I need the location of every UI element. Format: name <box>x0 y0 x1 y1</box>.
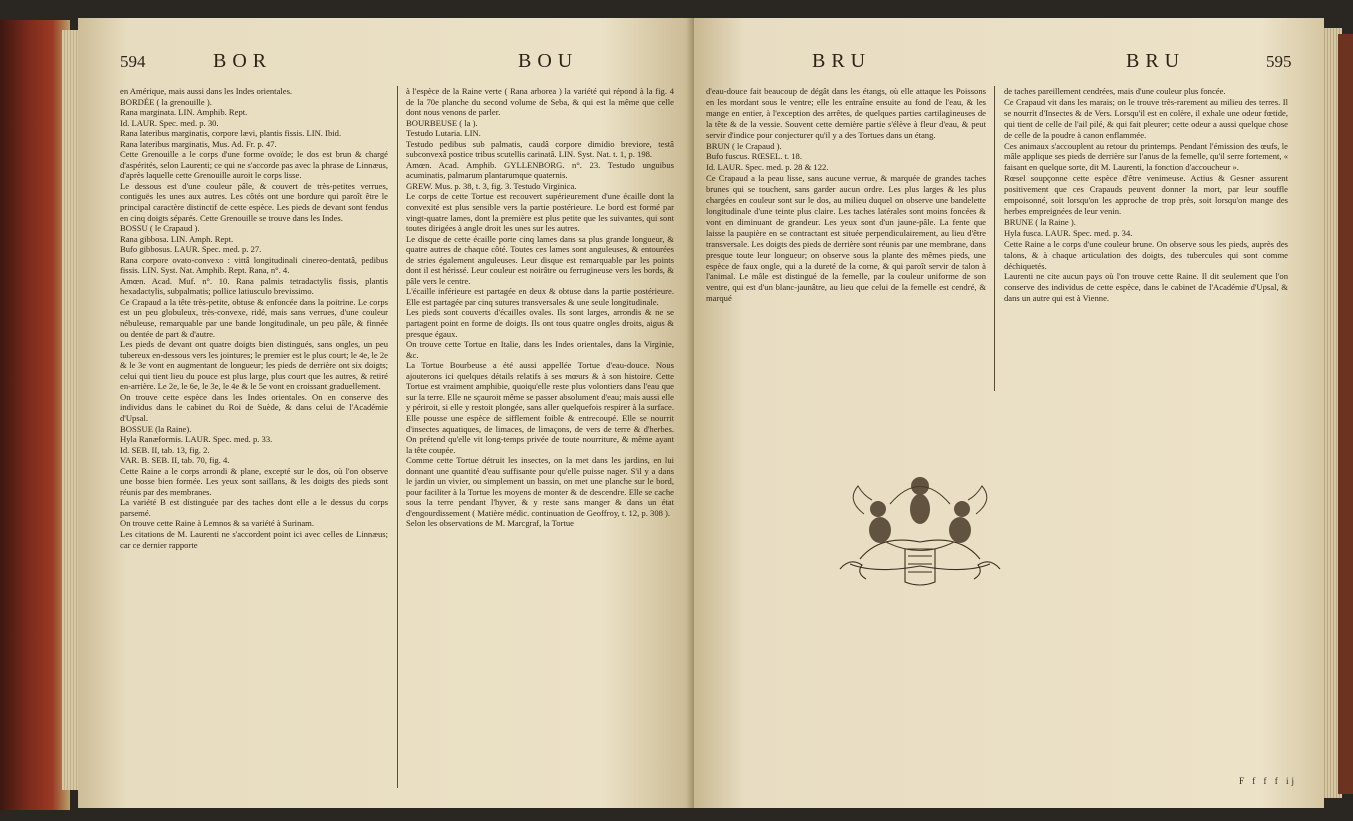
running-head-right: BRU <box>1126 50 1186 72</box>
left-page-column-1 <box>120 86 388 550</box>
column-divider <box>397 86 398 788</box>
text-paragraph: Id. LAUR. Spec. med. p. 30. <box>120 117 219 128</box>
text-paragraph: Rana lateribus marginatis, Mus. Ad. Fr. p. 47. <box>120 138 277 149</box>
text-paragraph: Amœn. Acad. Amphib. GYLLENBORG. n°. 23. Testudo unguibus acuminatis, palmarum plantarumque quaternis. <box>406 159 674 181</box>
text-paragraph: Comme cette Tortue détruit les insectes, on la met dans les jardins, en lui donnant une quantité d'eau suffisante pour qu'elle puisse nager. S'il y a dans le jardin un vivier, ou simplement un bassin, on met une planche sur le bord, pour faciliter à la Tortue les moyens de monter & de descendre. Elle se cache sous la terre pendant l'hyver, & y reste sans manger & dans un état d'engourdissement ( Matière médic. continuation de Geoffroy, t. 12, p. 308 ). <box>406 455 674 518</box>
running-head-left: BOR <box>213 50 273 72</box>
text-paragraph: On trouve cette espèce dans les Indes orientales. On en conserve des individus dans le cabinet du Roi de Suède, & dans celui de l'Académie d'Upsal. <box>120 391 388 423</box>
text-paragraph: Hyla Ranæformis. LAUR. Spec. med. p. 33. <box>120 434 273 445</box>
page-number-left: 594 <box>120 52 146 71</box>
text-paragraph: BRUN ( le Crapaud ). <box>706 140 782 151</box>
text-paragraph: Les pieds sont couverts d'écailles ovales. Ils sont larges, arrondis & ne se partagent point en forme de doigts. Ils ont tous quatre ongles droits, aigus & presque égaux. <box>406 307 674 339</box>
text-paragraph: Rœsel soupçonne cette espèce d'être venimeuse. Actius & Gesner assurent positivement que ces Crapauds peuvent donner la mort, par leur souffle empoisonné, soit lorsqu'on les approche de trop près, soit lorsqu'on mange des herbes empreignées de leur venin. <box>1004 173 1288 216</box>
text-paragraph: Id. LAUR. Spec. med. p. 28 & 122. <box>706 162 829 173</box>
text-paragraph: Les pieds de devant ont quatre doigts bien distingués, sans ongles, un peu tubereux en-dessous vers les jointures; le premier est le plus court; le 4e, le 2e & le 3e vont en augmentant de longueur; les pieds de derrière ont six doigts; celui qui tient lieu du pouce est plus large, plus court que les autres, & retiré en-arrière. Le 2e, le 6e, le 3e, le 4e & le 5e vont en croissant graduellement. <box>120 339 388 392</box>
text-paragraph: Le disque de cette écaille porte cinq lames dans sa plus grande longueur, & quatre autres de chaque côté. Toutes ces lames sont anguleuses, & entourées de stries également anguleuses. Leur disque est remarquable par les points dont il est hérissé. Leur couleur est noirâtre ou ferrugineuse vers les bords, & pâle vers le centre. <box>406 233 674 286</box>
text-paragraph: BORDÉE ( la grenouille ). <box>120 96 212 107</box>
text-paragraph: en Amérique, mais aussi dans les Indes orientales. <box>120 86 293 96</box>
text-paragraph: Ce Crapaud a la peau lisse, sans aucune verrue, & marquée de grandes taches brunes qui se touchent, sans garder aucun ordre. Les plus larges & les plus chargées en couleur sont sur le dos, au milieu duquel on observe une bandelette longitudinale d'une teinte plus claire. Les taches latérales sont moins foncées & vont en diminuant de grandeur. Les yeux sont d'un jaune-pâle. La fente que laisse la paupière en se contractant est située perpendiculairement, au lieu d'être transversale. Les doigts des pieds de derrière sont réunis par une membrane, dans presque toute leur longueur; on observe sous la plante des mêmes pieds, une espèce de faux ongle, qui a la dureté de la corne, & qui paroît servir de talon à l'animal. Le mâle est distingué de la femelle, par la couleur uniforme de son ventre, qui est d'un blanc-jaunâtre, au lieu que celui de la femelle est cendré, & marqué <box>706 173 986 304</box>
text-paragraph: BOSSU ( le Crapaud ). <box>120 223 200 234</box>
text-paragraph: La variété B est distinguée par des taches dont elle a le dessus du corps parsemé. <box>120 497 388 518</box>
text-paragraph: Id. SEB. II, tab. 13, fig. 2. <box>120 444 210 455</box>
text-paragraph: Cette Grenouille a le corps d'une forme ovoïde; le dos est brun & chargé d'aspérités, selon Laurenti; ce qui ne s'accorde pas avec la phrase de Linnæus, d'après laquelle cette Grenouille auroit le corps lisse. <box>120 149 388 181</box>
text-paragraph: BRUNE ( la Raine ). <box>1004 216 1076 227</box>
text-paragraph: d'eau-douce fait beaucoup de dégât dans les étangs, où elle attaque les Poissons en les mordant sous le ventre; elle les entraîne ensuite au fond de l'eau, & les mange en entier, à l'exception des arrêtes, de quelques parties cartilagineuses de la tête & de la vessie. Souvent cette dernière partie s'élève à fleur d'eau, & peut servir d'indice pour conjecturer qu'il y a des Tortues dans un étang. <box>706 86 986 140</box>
text-paragraph: Hyla fusca. LAUR. Spec. med. p. 34. <box>1004 227 1133 238</box>
text-paragraph: La Tortue Bourbeuse a été aussi appellée Tortue d'eau-douce. Nous ajouterons ici quelques détails relatifs à ses mœurs & à son histoire. Cette Tortue est vraiment amphibie, quoiqu'elle reste plus volontiers dans l'eau que sur la terre. Elle ne sçauroit même se passer absolument d'eau; mais aussi elle y périroit, si elle y restoit plongée, sans aller quelquefois respirer à la surface. Elle pousse une espèce de sifflement foible & entrecoupé. Elle se nourrit d'insectes aquatiques, de limaces, de limaçons, de vers de terre & d'herbes. On prétend qu'elle vit long-temps privée de toute nourriture, & même ayant la tête coupée. <box>406 360 674 455</box>
text-paragraph: On trouve cette Raine à Lemnos & sa variété à Surinam. <box>120 518 315 529</box>
text-paragraph: Les citations de M. Laurenti ne s'accordent point ici avec celles de Linnæus; car ce dernier rapporte <box>120 528 388 550</box>
text-paragraph: VAR. B. SEB. II, tab. 70, fig. 4. <box>120 455 230 466</box>
text-paragraph: Cette Raine a le corps arrondi & plane, excepté sur le dos, où l'on observe une bosse bien formée. Les yeux sont saillans, & les doigts des pieds sont réunis par des membranes. <box>120 465 388 497</box>
text-paragraph: Testudo pedibus sub palmatis, caudâ corpore dimidio breviore, testâ subconvexâ postice tribus scutellis carinatâ. LIN. Syst. Nat. t. 1, p. 198. <box>406 138 674 160</box>
text-paragraph: Rana gibbosa. LIN. Amph. Rept. <box>120 233 234 244</box>
right-page-column-2 <box>1004 86 1288 304</box>
text-paragraph: BOURBEUSE ( la ). <box>406 117 478 128</box>
text-paragraph: On trouve cette Tortue en Italie, dans les Indes orientales, dans la Virginie, &c. <box>406 339 674 360</box>
signature-mark: F f f f ij <box>1239 776 1297 786</box>
left-page-column-2 <box>406 86 674 529</box>
right-page <box>694 18 1324 808</box>
text-paragraph: Selon les observations de M. Marcgraf, la Tortue <box>406 518 574 529</box>
text-paragraph: BOSSUE (la Raine). <box>120 423 192 434</box>
text-paragraph: Laurenti ne cite aucun pays où l'on trouve cette Raine. Il dit seulement que l'on conserve des individus de cette espèce, dans le cabinet de l'Académie d'Upsal, & dans un autre qui est à Vienne. <box>1004 271 1288 304</box>
text-paragraph: Ce Crapaud vit dans les marais; on le trouve très-rarement au milieu des terres. Il se nourrit d'Insectes & de Vers. Lorsqu'il est en colère, il exhale une odeur fœtide, qui tient de celle de l'ail pilé, & qui fait pleurer; cette odeur a aussi quelque chose de celle de la poudre à canon enflammée. <box>1004 96 1288 140</box>
text-paragraph: Ces animaux s'accouplent au retour du printemps. Pendant l'émission des œufs, le mâle applique ses pieds de derrière sur l'anus de la femelle, qu'il serre fortement, « faisant en quelque sorte, dit M. Laurenti, la fonction d'accoucheur ». <box>1004 140 1288 173</box>
book-cover-right <box>1338 34 1353 794</box>
text-paragraph: Le corps de cette Tortue est recouvert supérieurement d'une écaille dont la convexité est plus sensible vers la partie postérieure. Le bord est formé par vingt-quatre lames, dont la première est plus petite que les suivantes, qui sont toutes dirigées à angle droit les unes sur les autres. <box>406 191 674 234</box>
text-paragraph: Testudo Lutaria. LIN. <box>406 128 481 139</box>
text-paragraph: à l'espèce de la Raine verte ( Rana arborea ) la variété qui répond à la fig. 4 de la 70e planche du second volume de Seba, & qui est la même que celle dont nous venons de parler. <box>406 86 674 118</box>
book-cover-left <box>0 20 70 810</box>
text-paragraph: L'écaille inférieure est partagée en deux & obtuse dans la partie postérieure. Elle est partagée par cinq sutures transversales & une seule longitudinale. <box>406 286 674 307</box>
text-paragraph: GREW. Mus. p. 38, t. 3, fig. 3. Testudo Virginica. <box>406 180 577 191</box>
cherubs-vignette-icon <box>820 464 1020 589</box>
text-paragraph: de taches pareillement cendrées, mais d'une couleur plus foncée. <box>1004 86 1226 96</box>
left-page <box>78 18 694 808</box>
text-paragraph: Cette Raine a le corps d'une couleur brune. On observe sous les pieds, auprès des talons, & à chaque articulation des doigts, des tubercules qui sont comme déchiquetés. <box>1004 238 1288 271</box>
running-head-left: BRU <box>812 50 872 72</box>
running-head-right: BOU <box>518 50 579 72</box>
column-divider <box>994 86 995 391</box>
page-number-right: 595 <box>1266 52 1292 71</box>
text-paragraph: Bufo fuscus. RŒSEL. t. 18. <box>706 151 802 162</box>
text-paragraph: Bufo gibbosus. LAUR. Spec. med. p. 27. <box>120 244 262 255</box>
text-paragraph: Le dessous est d'une couleur pâle, & couvert de très-petites verrues, contiguës les unes aux autres. Les côtés ont une bordure qui paroît être le principal caractère distinctif de cette espèce. Les pieds de devant sont fendus en cinq doigts séparés. Cette Grenouille se trouve dans les Indes. <box>120 180 388 223</box>
text-paragraph: Rana lateribus marginatis, corpore lævi, plantis fissis. LIN. Ibid. <box>120 128 342 139</box>
text-paragraph: Amœn. Acad. Muf. n°. 10. Rana palmis tetradactylis fissis, plantis hexadactylis, subpalmatis; pollice latiusculo brevissimo. <box>120 275 388 297</box>
text-paragraph: Rana corpore ovato-convexo : vittâ longitudinali cinereo-dentatâ, pedibus fissis. LIN. Syst. Nat. Amphib. Rept. Rana, n°. 4. <box>120 254 388 276</box>
text-paragraph: Ce Crapaud a la tête très-petite, obtuse & enfoncée dans la poitrine. Le corps est un peu globuleux, très-convexe, ridé, mais sans verrues, d'une couleur nébuleuse, remarquable par une bande longitudinale, un peu pâle, & finnée ou dentée de part & d'autre. <box>120 296 388 339</box>
text-paragraph: Rana marginata. LIN. Amphib. Rept. <box>120 107 248 118</box>
right-page-column-1 <box>706 86 986 304</box>
